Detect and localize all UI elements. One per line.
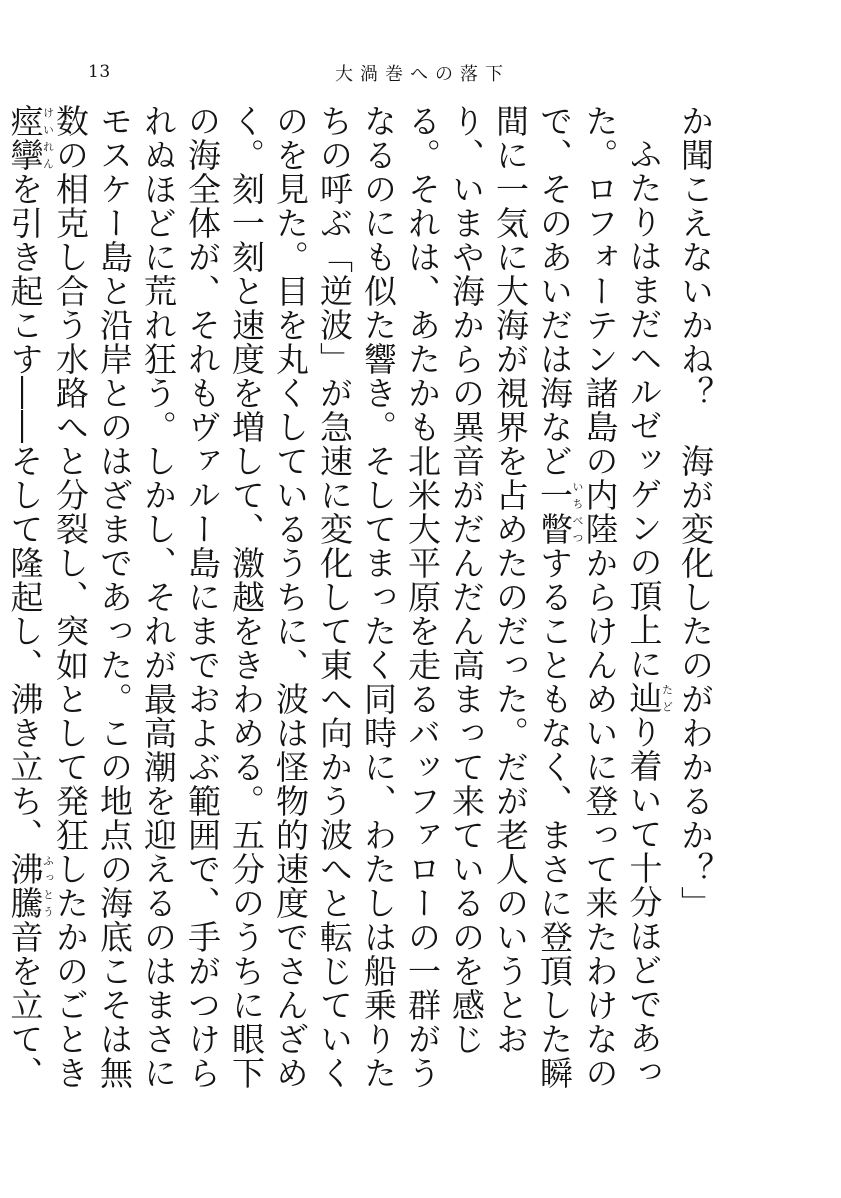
paragraph-1-text: か聞こえないかね？ 海が変化したのがわかるか？」 — [676, 104, 715, 920]
paragraph-2-text-d: を引き起こす――そして隆起し、沸き立ち、 — [5, 172, 45, 852]
paragraph-2 — [0, 104, 673, 1104]
ruby-tado-reading: たど — [660, 681, 674, 715]
paragraph-2-text-c: することもなく、まさに登頂した瞬間に一気に大海が視界を占めたのだった。だが老人のいうとおり、いまや海からの異音がだんだん高まって来ているのを感じる。それは、あたかも北米大平原を走るバッファローの一群がうなるのにも似た響き。そしてまったく同時に、わたしは船乗りたちの呼ぶ「逆波」が急速に変化して東へ向かう波へと転じていくのを見た。目を丸くしているうちに、波は怪物的速度でさんざめく。刻一刻と速度を増して、激越をきわめる。五分のうちに眼下の海全体が、それもヴァルー島にまでおよぶ範囲で、手がつけられぬほどに荒れ狂う。しかし、それが最高潮を迎えるのはまさにモスケー島と沿岸とのはざまであった。この地点の海底こそは無数の相克し合う水路へと分裂し、突如として発狂したかのごとき — [51, 104, 574, 1090]
ruby-ichibetsu-reading: いちべつ — [571, 478, 584, 546]
ruby-futtou-reading: ふっとう — [41, 852, 55, 920]
ruby-keiren-reading: けいれん — [41, 104, 55, 172]
running-head: 大渦巻への落下 — [335, 64, 510, 85]
paragraph-2-text-e: 音を立て、 — [5, 920, 45, 1090]
ruby-futtou-base: 沸騰 — [5, 852, 45, 920]
page-number: 13 — [88, 62, 111, 82]
ruby-keiren-base: 痙攣 — [5, 104, 45, 172]
paragraph-2-text-b: り着いて十分ほどであった。ロフォーテン諸島の内陸からけんめいに登って来たわけなので、そのあいだは海など — [535, 104, 664, 1090]
ruby-tado — [624, 681, 674, 715]
ruby-keiren — [5, 104, 55, 172]
ruby-ichibetsu — [535, 478, 584, 546]
vertical-text-block — [5, 104, 717, 1104]
ruby-tado-base: 辿 — [624, 681, 664, 715]
paragraph-2-text-a: ふたりはまだヘルゼッゲンの頂上に — [624, 137, 664, 681]
ruby-ichibetsu-base: 一瞥 — [535, 478, 574, 546]
ruby-futtou — [5, 852, 55, 920]
paragraph-1 — [673, 104, 717, 1104]
